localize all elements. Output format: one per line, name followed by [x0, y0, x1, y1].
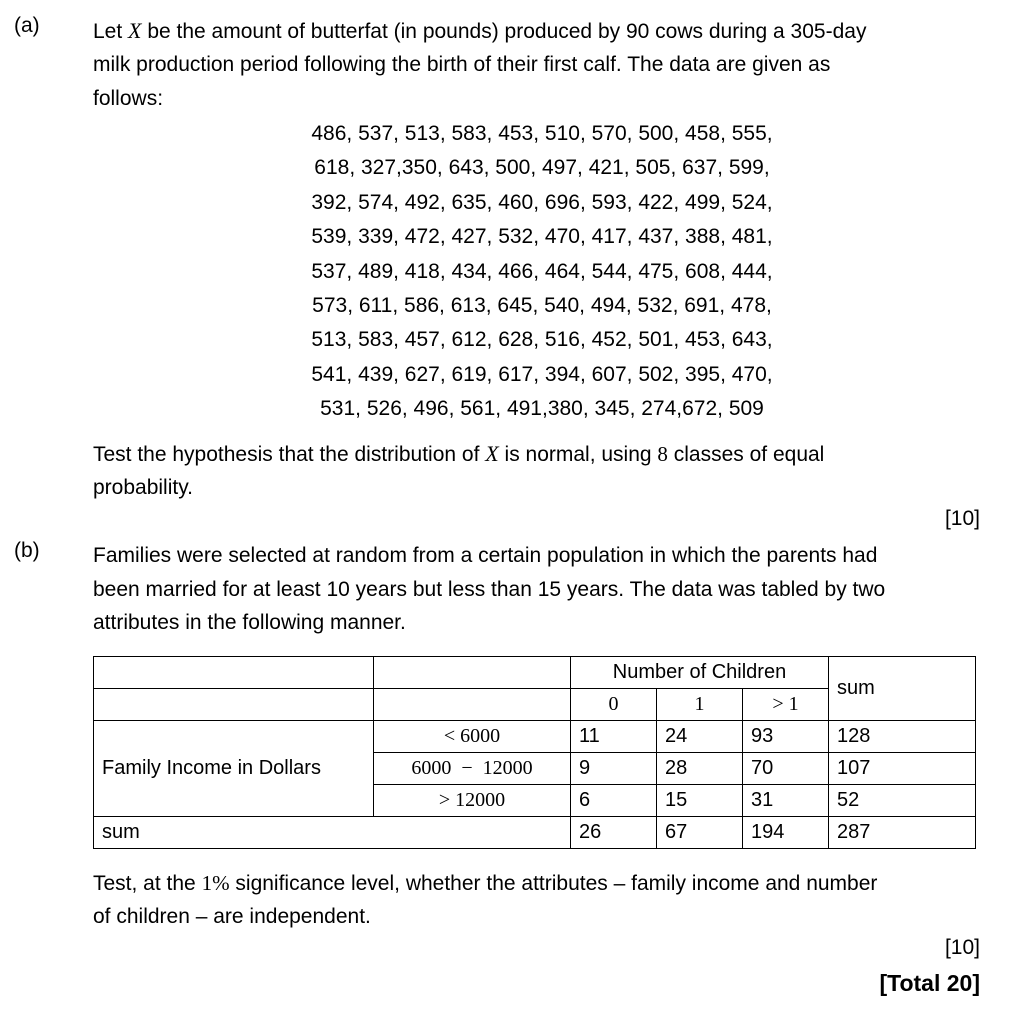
- table-empty-cell: [94, 657, 374, 689]
- question-text: classes of equal: [667, 443, 825, 466]
- income-bracket: 6000 − 12000: [374, 753, 571, 785]
- table-cell: 93: [743, 721, 829, 753]
- data-line: 513, 583, 457, 612, 628, 516, 452, 501, 453, 643,: [311, 328, 773, 352]
- grand-total-cell: 287: [829, 817, 976, 849]
- variable-x: X: [128, 18, 142, 43]
- question-text: Test, at the: [93, 872, 202, 895]
- part-a-question-line-2: probability.: [93, 476, 193, 499]
- part-b-label: (b): [14, 539, 40, 562]
- part-b-question-line-2: of children – are independent.: [93, 905, 371, 928]
- question-text: Test the hypothesis that the distribution of: [93, 443, 486, 466]
- column-sum-cell: 67: [657, 817, 743, 849]
- table-row: [94, 721, 976, 753]
- part-b-marks: [10]: [944, 936, 980, 959]
- children-col-header: 0: [571, 689, 657, 721]
- table-header-row: [94, 657, 976, 689]
- part-a-label: (a): [14, 14, 40, 37]
- butterfat-data-block: [287, 117, 797, 427]
- column-sum-cell: 194: [743, 817, 829, 849]
- part-a-question-line-1: [93, 437, 824, 472]
- data-line: 537, 489, 418, 434, 466, 464, 544, 475, 608, 444,: [311, 259, 773, 283]
- number-of-children-header: Number of Children: [571, 657, 829, 689]
- part-a-marks: [10]: [944, 507, 980, 530]
- data-line: 573, 611, 586, 613, 645, 540, 494, 532, 691, 478,: [312, 294, 772, 318]
- row-sum-cell: 128: [829, 721, 976, 753]
- question-text: significance level, whether the attributes – family income and number: [229, 872, 878, 895]
- children-col-header: > 1: [743, 689, 829, 721]
- data-line: 392, 574, 492, 635, 460, 696, 593, 422, 499, 524,: [311, 190, 773, 214]
- sum-row-label: sum: [94, 817, 571, 849]
- part-b-intro-line-1: Families were selected at random from a certain population in which the parents had: [93, 544, 878, 567]
- part-a-intro-line-3: follows:: [93, 87, 164, 110]
- part-b-question-line-1: [93, 866, 877, 901]
- row-sum-cell: 52: [829, 785, 976, 817]
- data-line: 486, 537, 513, 583, 453, 510, 570, 500, 458, 555,: [311, 122, 773, 145]
- income-bracket: > 12000: [374, 785, 571, 817]
- table-empty-cell: [94, 689, 374, 721]
- table-cell: 6: [571, 785, 657, 817]
- table-cell: 15: [657, 785, 743, 817]
- part-b-intro-line-3: attributes in the following manner.: [93, 611, 406, 634]
- data-line: 541, 439, 627, 619, 617, 394, 607, 502, 395, 470,: [311, 362, 773, 386]
- family-income-label: Family Income in Dollars: [94, 721, 374, 817]
- class-count: 8: [657, 442, 668, 466]
- contingency-table: [93, 656, 976, 849]
- data-line: 618, 327,350, 643, 500, 497, 421, 505, 637, 599,: [314, 156, 770, 180]
- part-a-intro-line-1: [93, 14, 866, 49]
- total-marks: [Total 20]: [879, 970, 980, 996]
- column-sum-cell: 26: [571, 817, 657, 849]
- sum-column-header: sum: [829, 657, 976, 721]
- intro-text: be the amount of butterfat (in pounds) produced by 90 cows during a 305-day: [141, 20, 867, 43]
- question-text: is normal, using: [498, 443, 658, 466]
- significance-level: 1%: [201, 871, 230, 895]
- data-line: 531, 526, 496, 561, 491,380, 345, 274,672, 509: [320, 397, 764, 421]
- table-cell: 11: [571, 721, 657, 753]
- table-sum-row: [94, 817, 976, 849]
- table-empty-cell: [374, 689, 571, 721]
- children-col-header: 1: [657, 689, 743, 721]
- variable-x: X: [485, 441, 499, 466]
- table-empty-cell: [374, 657, 571, 689]
- table-cell: 9: [571, 753, 657, 785]
- part-a-intro-line-2: milk production period following the birth of their first calf. The data are given as: [93, 53, 831, 76]
- table-cell: 70: [743, 753, 829, 785]
- table-cell: 24: [657, 721, 743, 753]
- intro-text: Let: [93, 20, 129, 43]
- table-cell: 31: [743, 785, 829, 817]
- part-b-intro-line-2: been married for at least 10 years but less than 15 years. The data was tabled by two: [93, 578, 886, 601]
- income-bracket: < 6000: [374, 721, 571, 753]
- row-sum-cell: 107: [829, 753, 976, 785]
- table-cell: 28: [657, 753, 743, 785]
- data-line: 539, 339, 472, 427, 532, 470, 417, 437, 388, 481,: [311, 225, 773, 249]
